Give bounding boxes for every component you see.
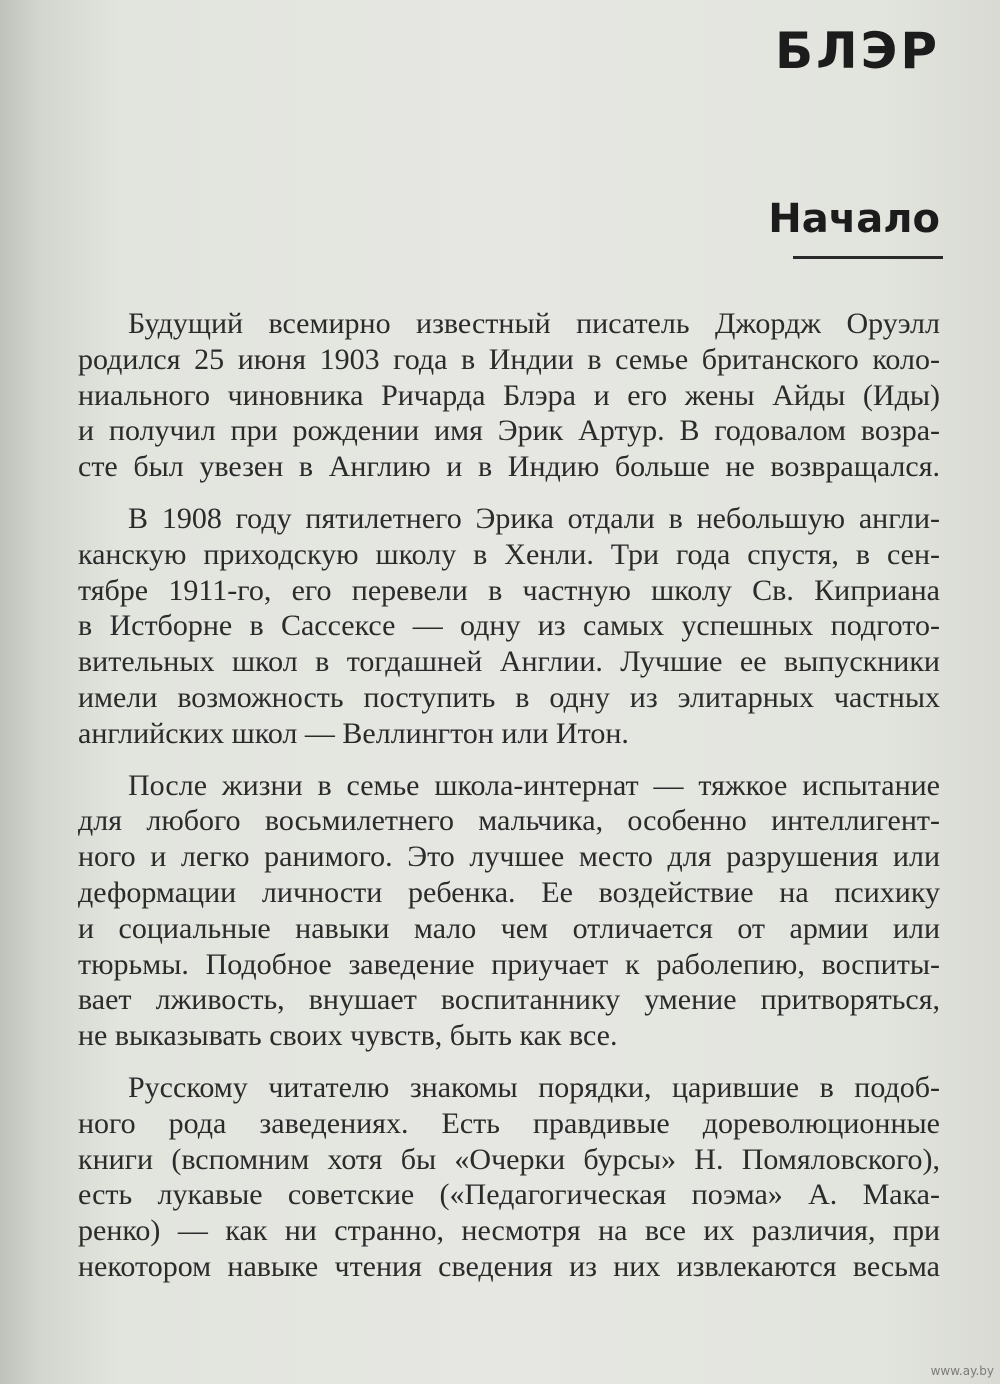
text-line: деформации личности ребенка. Ее воздействие на психику [78, 875, 940, 909]
section-title: Начало [768, 196, 940, 242]
text-line: тюрьмы. Подобное заведение приучает к раболепию, воспиты- [78, 947, 940, 981]
text-line: Будущий всемирно известный писатель Джордж Оруэлл [128, 307, 940, 340]
text-line: вает лживость, внушает воспитаннику умение притворяться, [78, 983, 940, 1017]
text-line: некотором навыке чтения сведения из них извлекаются весьма [78, 1249, 940, 1283]
text-line: канскую приходскую школу в Хенли. Три года спустя, в сен- [78, 537, 940, 571]
text-line: для любого восьмилетнего мальчика, особенно интеллигент- [78, 804, 940, 838]
text-line: ниального чиновника Ричарда Блэра и его жены Айды (Иды) [78, 378, 940, 412]
paragraph-4 [78, 1070, 940, 1285]
text-line: сте был увезен в Англию и в Индию больше не возвращался. [78, 450, 940, 484]
text-line: имели возможность поступить в одну из элитарных частных [78, 680, 940, 714]
text-line: тябре 1911-го, его перевели в частную школу Св. Киприана [78, 573, 940, 607]
paragraph-3 [78, 768, 940, 1054]
section-divider [793, 256, 943, 259]
text-line: и социальные навыки мало чем отличается от армии или [78, 911, 940, 945]
text-line: ного рода заведениях. Есть правдивые дореволюционные [78, 1106, 940, 1140]
text-line: в Истборне в Сассексе — одну из самых успешных подгото- [78, 609, 940, 643]
body-text [78, 306, 940, 1301]
text-line: есть лукавые советские («Педагогическая поэма» А. Мака- [78, 1178, 940, 1212]
watermark: www.ay.by [930, 1364, 994, 1378]
text-line: В 1908 году пятилетнего Эрика отдали в небольшую англи- [128, 501, 940, 535]
text-line: книги (вспомним хотя бы «Очерки бурсы» Н. Помяловского), [78, 1142, 940, 1176]
paragraph-1 [78, 306, 940, 485]
text-line: и получил при рождении имя Эрик Артур. В годовалом возра- [78, 414, 940, 448]
text-line: вительных школ в тогдашней Англии. Лучшие ее выпускники [78, 645, 940, 679]
text-line: После жизни в семье школа-интернат — тяжкое испытание [128, 768, 940, 802]
text-line: ного и легко ранимого. Это лучшее место для разрушения или [78, 840, 940, 874]
text-line: не выказывать своих чувств, быть как все. [78, 1019, 618, 1053]
text-line: родился 25 июня 1903 года в Индии в семье британского коло- [78, 342, 940, 376]
paragraph-2 [78, 501, 940, 752]
text-line: ренко) — как ни странно, несмотря на все их различия, при [78, 1214, 940, 1248]
text-line: английских школ — Веллингтон или Итон. [78, 716, 629, 750]
text-line: Русскому читателю знакомы порядки, царившие в подоб- [128, 1070, 940, 1104]
chapter-title: БЛЭР [775, 22, 940, 80]
